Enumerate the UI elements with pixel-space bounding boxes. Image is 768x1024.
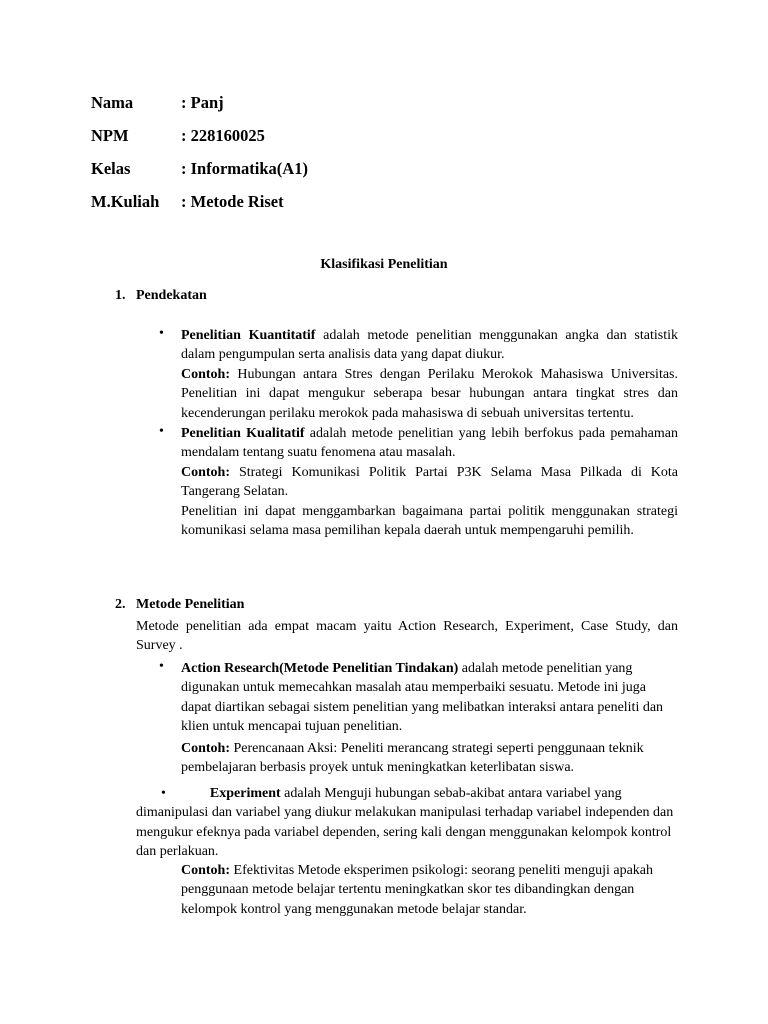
identity-label: Kelas — [91, 159, 131, 178]
definition: adalah metode penelitian menggunakan angka dan statistik dalam pengumpulan serta analisis data yang dapat diukur. — [181, 328, 678, 363]
definition-paragraph — [181, 424, 678, 463]
bullet-icon: • — [159, 424, 164, 439]
definition-paragraph — [181, 659, 673, 737]
identity-value: : Panj — [181, 93, 224, 112]
section-1-heading: Pendekatan — [136, 288, 207, 303]
example-label: Contoh: — [181, 740, 231, 756]
section-2-number: 2. — [115, 597, 126, 612]
definition-paragraph — [181, 326, 678, 365]
item-experiment — [136, 784, 677, 862]
example-text: Efektivitas Metode eksperimen psikologi: seorang peneliti menguji apakah penggunaan metode belajar tertentu meningkatkan skor tes dibandingkan dengan kelompok kontrol yang menggunakan metode belajar standar. — [181, 863, 654, 917]
term: Penelitian Kuantitatif — [181, 328, 316, 343]
section-1-number: 1. — [115, 288, 126, 303]
identity-row-name — [91, 92, 308, 125]
example-text: Perencanaan Aksi: Peneliti merancang strategi seperti penggunaan teknik pembelajaran berbasis proyek untuk meningkatkan keterlibatan siswa. — [181, 740, 644, 776]
identity-value: : 228160025 — [181, 126, 265, 145]
extra-paragraph: Penelitian ini dapat menggambarkan bagaimana partai politik menggunakan strategi komunikasi selama masa pemilihan kepala daerah untuk mempengaruhi pemilih. — [181, 503, 678, 539]
identity-block — [91, 92, 308, 224]
bullet-icon: • — [159, 659, 164, 674]
term: Action Research(Metode Penelitian Tindakan) — [181, 661, 459, 676]
identity-label: Nama — [91, 93, 134, 112]
item-kualitatif — [181, 424, 678, 540]
bullet-icon: • — [161, 786, 166, 801]
example-paragraph — [181, 463, 678, 502]
example-text: Hubungan antara Stres dengan Perilaku Merokok Mahasiswa Universitas. Penelitian ini dapat mengukur seberapa besar hubungan antara tingkat stres dan kecenderungan perilaku merokok pada mahasiswa di sebuah universitas tertentu. — [181, 366, 678, 421]
section-2-heading: Metode Penelitian — [136, 597, 245, 612]
example-paragraph — [181, 365, 678, 423]
example-label: Contoh: — [181, 464, 231, 480]
term: Experiment — [209, 786, 281, 801]
identity-value: : Informatika(A1) — [181, 159, 308, 178]
identity-label: NPM — [91, 126, 129, 145]
identity-label: M.Kuliah — [91, 192, 160, 211]
definition: adalah metode penelitian yang digunakan untuk memecahkan masalah atau memperbaiki sesuatu. Metode ini juga dapat diartikan sebagai sistem penelitian yang melibatkan interaksi antara peneliti dan klien untuk mencapai tujuan penelitian. — [181, 661, 664, 735]
identity-row-class — [91, 158, 308, 191]
definition: adalah metode penelitian yang lebih berfokus pada pemahaman mendalam tentang suatu fenomena atau masalah. — [181, 426, 679, 461]
term: Penelitian Kualitatif — [181, 426, 305, 441]
definition-paragraph — [136, 784, 677, 862]
example-label: Contoh: — [181, 366, 231, 382]
item-experiment-example — [181, 861, 678, 919]
definition: adalah Menguji hubungan sebab-akibat antara variabel yang dimanipulasi dan variabel yang diukur melakukan manipulasi terhadap variabel independen dan mengukur efeknya pada variabel dependen, sering kali dengan menggunakan kelompok kontrol dan perlakuan. — [136, 786, 674, 860]
section-2-intro: Metode penelitian ada empat macam yaitu Action Research, Experiment, Case Study, dan Survey . — [136, 619, 678, 654]
bullet-icon: • — [159, 326, 164, 341]
item-action-research — [181, 659, 673, 777]
identity-row-course — [91, 191, 308, 224]
identity-value: : Metode Riset — [181, 192, 284, 211]
identity-row-npm — [91, 125, 308, 158]
example-paragraph — [181, 739, 673, 778]
document-title: Klasifikasi Penelitian — [320, 257, 448, 272]
example-text: Strategi Komunikasi Politik Partai P3K Selama Masa Pilkada di Kota Tangerang Selatan. — [181, 464, 678, 500]
example-label: Contoh: — [181, 863, 231, 878]
item-kuantitatif — [181, 326, 678, 423]
example-paragraph — [181, 861, 678, 919]
